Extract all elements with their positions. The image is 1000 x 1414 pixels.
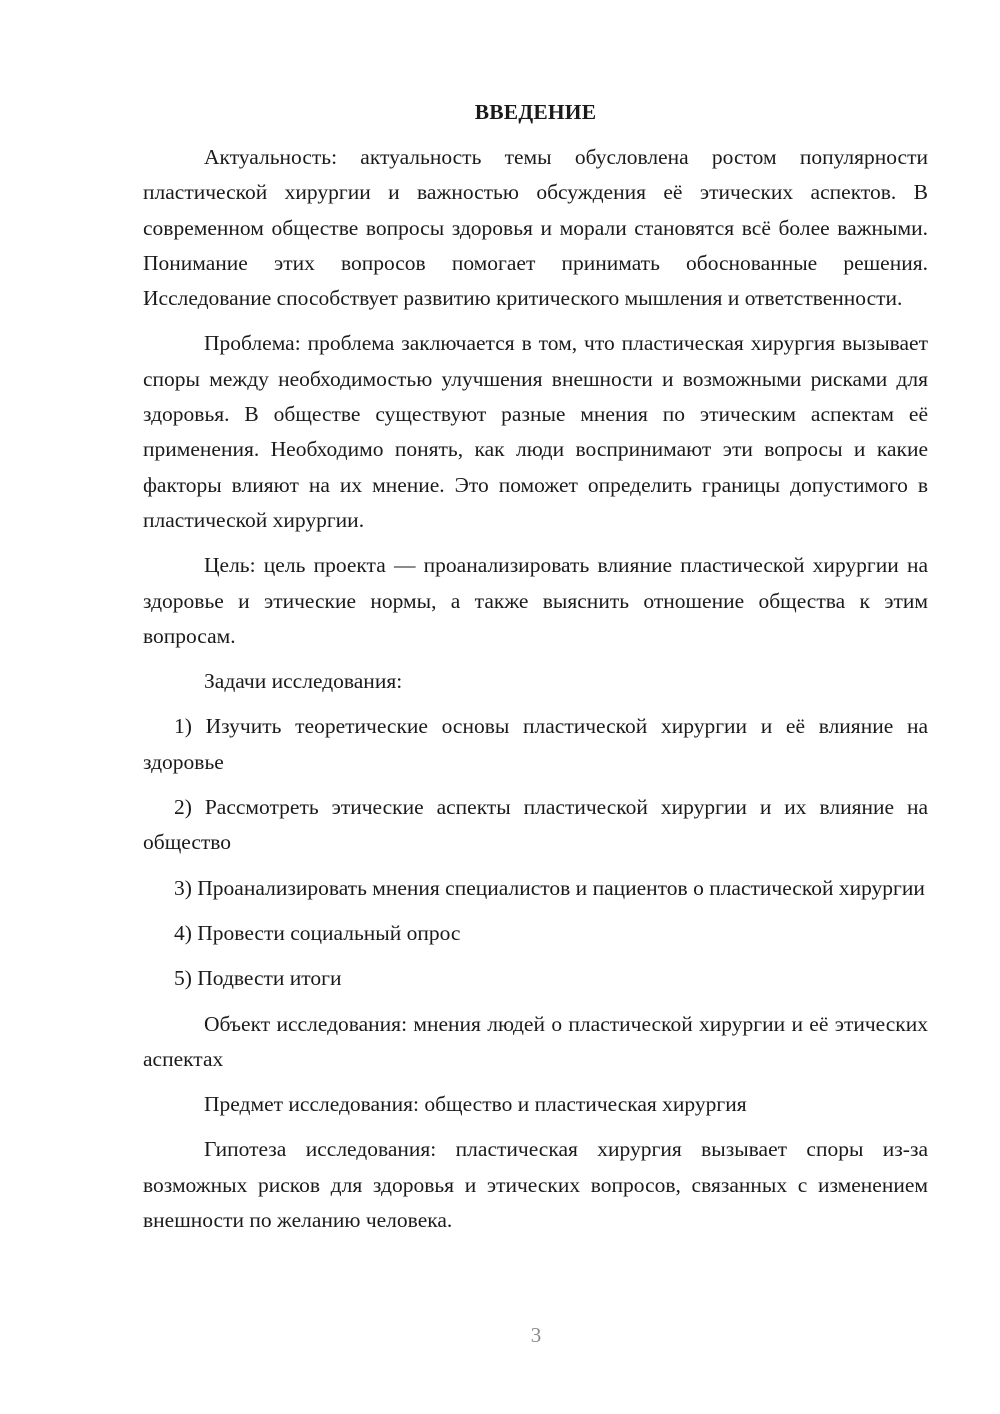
paragraph-problem: Проблема: проблема заключается в том, что пластическая хирургия вызывает споры между необходимостью улучшения внешности и возможными рисками для здоровья. В обществе существуют разные мнения по этическим аспектам её применения. Необходимо понять, как люди воспринимают эти вопросы и какие факторы влияют на их мнение. Это поможет определить границы допустимого в пластической хирургии. — [143, 331, 928, 532]
task-item-2: 2) Рассмотреть этические аспекты пластической хирургии и их влияние на общество — [143, 795, 928, 855]
task-item-1: 1) Изучить теоретические основы пластической хирургии и её влияние на здоровье — [143, 714, 928, 774]
task-item-3: 3) Проанализировать мнения специалистов и пациентов о пластической хирургии — [174, 875, 925, 900]
page-content — [143, 95, 928, 1248]
paragraph-relevance: Актуальность: актуальность темы обусловлена ростом популярности пластической хирургии и важностью обсуждения её этических аспектов. В современном обществе вопросы здоровья и морали становятся всё более важными. Понимание этих вопросов помогает принимать обоснованные решения. Исследование способствует развитию критического мышления и ответственности. — [143, 145, 928, 311]
paragraph-object: Объект исследования: мнения людей о пластической хирургии и её этических аспектах — [143, 1011, 928, 1071]
task-item-4: 4) Провести социальный опрос — [174, 920, 461, 945]
task-item-5: 5) Подвести итоги — [174, 966, 342, 991]
paragraph-tasks-heading: Задачи исследования: — [204, 669, 403, 694]
section-title: ВВЕДЕНИЕ — [474, 100, 597, 124]
paragraph-goal: Цель: цель проекта — проанализировать влияние пластической хирургии на здоровье и этические нормы, а также выяснить отношение общества к этим вопросам. — [143, 553, 928, 648]
page-number: 3 — [530, 1323, 542, 1347]
paragraph-subject: Предмет исследования: общество и пластическая хирургия — [204, 1092, 747, 1117]
paragraph-hypothesis: Гипотеза исследования: пластическая хирургия вызывает споры из-за возможных рисков для здоровья и этических вопросов, связанных с изменением внешности по желанию человека. — [143, 1137, 928, 1233]
